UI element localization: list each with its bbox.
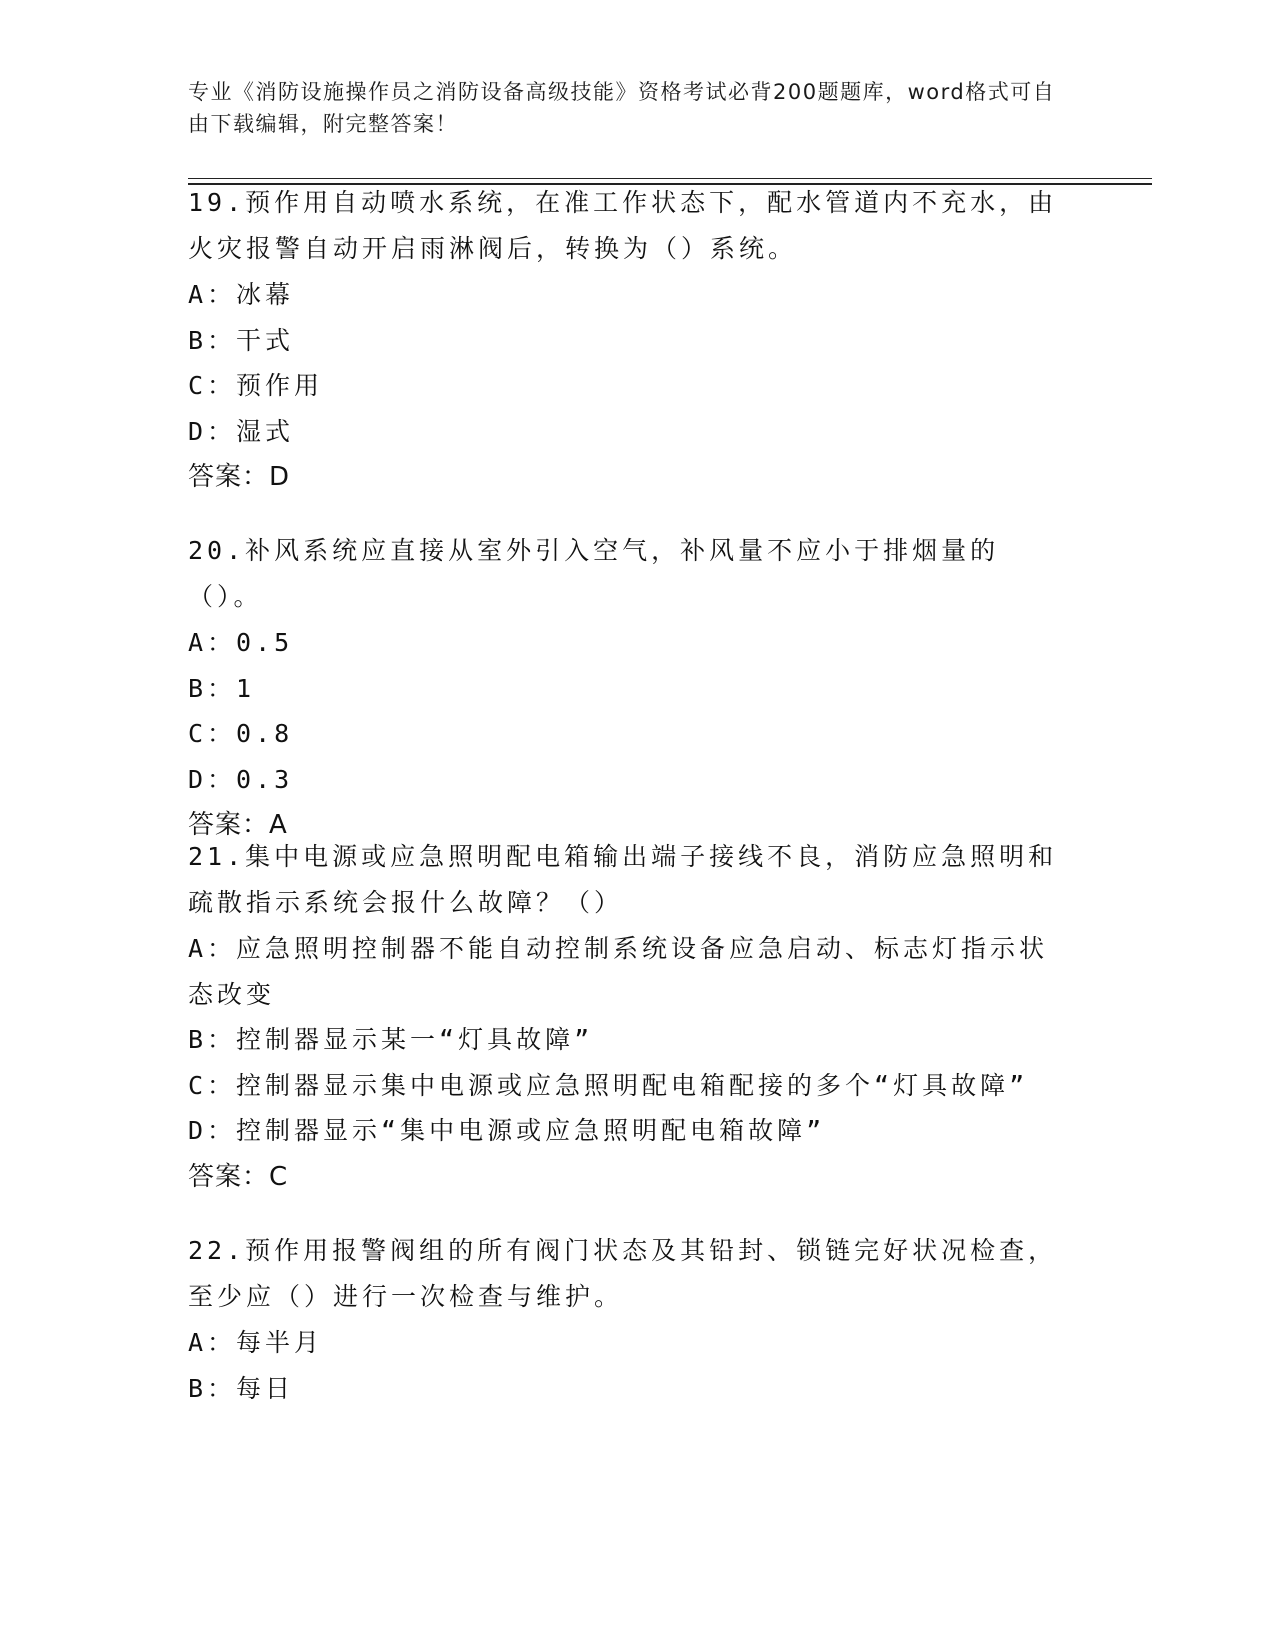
answer-line: 答案：C (188, 1161, 289, 1192)
option-a: A：应急照明控制器不能自动控制系统设备应急启动、标志灯指示状态改变 (188, 934, 1049, 1009)
question-stem: 21.集中电源或应急照明配电箱输出端子接线不良，消防应急照明和疏散指示系统会报什么故障？（） (188, 842, 1058, 917)
question-20 (188, 528, 1073, 848)
option-a: A：冰幕 (188, 280, 295, 309)
option-b: B：干式 (188, 325, 295, 355)
option-a: A：0.5 (188, 628, 294, 657)
option-b: B：每日 (188, 1373, 295, 1403)
option-d: D：0.3 (188, 764, 294, 794)
option-c: C：0.8 (188, 719, 294, 748)
option-b: B：控制器显示某一“灯具故障” (188, 1025, 594, 1054)
option-a: A：每半月 (188, 1328, 324, 1357)
question-22 (188, 1228, 1073, 1411)
header-divider-thin (188, 178, 1152, 179)
question-19 (188, 180, 1073, 500)
option-c: C：控制器显示集中电源或应急照明配电箱配接的多个“灯具故障” (188, 1070, 1029, 1100)
question-stem: 20.补风系统应直接从室外引入空气，补风量不应小于排烟量的（）。 (188, 536, 1000, 611)
answer-line: 答案：D (188, 462, 291, 492)
question-21 (188, 834, 1073, 1200)
option-d: D：湿式 (188, 416, 295, 446)
question-stem: 19.预作用自动喷水系统，在准工作状态下，配水管道内不充水，由火灾报警自动开启雨淋阀后，转换为（）系统。 (188, 188, 1058, 263)
document-header: 专业《消防设施操作员之消防设备高级技能》资格考试必背200题题库，word格式可自由下载编辑，附完整答案！ (188, 80, 1056, 136)
answer-line: 答案：A (188, 810, 288, 840)
option-c: C：预作用 (188, 371, 324, 400)
question-stem: 22.预作用报警阀组的所有阀门状态及其铅封、锁链完好状况检查，至少应（）进行一次检查与维护。 (188, 1236, 1058, 1311)
option-b: B：1 (188, 673, 256, 703)
option-d: D：控制器显示“集中电源或应急照明配电箱故障” (188, 1116, 826, 1145)
